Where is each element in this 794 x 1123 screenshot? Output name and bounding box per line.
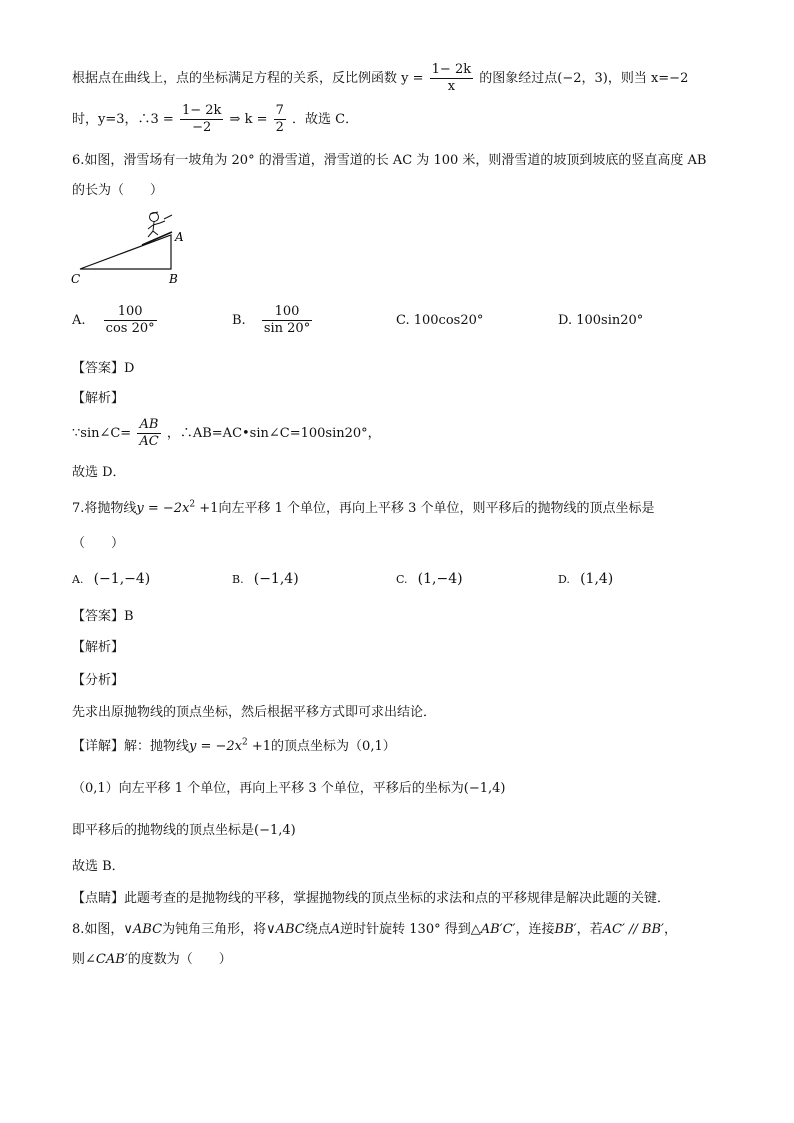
option-value: (1,−4): [417, 571, 463, 587]
q6-stem-line-1: 6.如图，滑雪场有一坡角为 20° 的滑雪道，滑雪道的长 AC 为 100 米，则滑雪道的坡顶到坡底的竖直高度 AB: [72, 153, 707, 168]
q7-option-c[interactable]: [396, 571, 463, 587]
option-label: C.: [396, 573, 408, 586]
coordinate: (−1,4): [254, 823, 296, 838]
q5-text: 时，y=3，∴3 =: [72, 112, 174, 127]
fraction-denominator: x: [447, 79, 456, 94]
detail-text: 的顶点坐标为（0,1）: [271, 739, 396, 754]
q7-option-b[interactable]: [232, 571, 299, 587]
q7-stem-line-2: （ ）: [72, 536, 125, 551]
q8-stem-line-2: [72, 951, 232, 969]
label-b: B: [169, 272, 178, 286]
q6-option-a[interactable]: [72, 304, 159, 337]
option-label: B.: [232, 313, 246, 328]
q5-text: ．故选 C．: [292, 112, 359, 127]
q6-option-b[interactable]: [232, 304, 314, 337]
q7-option-d[interactable]: [558, 571, 613, 587]
fraction-numerator: 7: [275, 103, 284, 118]
fraction-denominator: 2: [275, 120, 284, 135]
fraction-numerator: 1− 2k: [431, 62, 472, 77]
q7-comment: 【点睛】此题考查的是抛物线的平移，掌握抛物线的顶点坐标的求法和点的平移规律是解决此题的关键．: [72, 891, 671, 906]
q5-line-1: [72, 62, 688, 95]
q6-analysis: 【解析】: [72, 391, 125, 406]
q7-fenxi-text: 先求出原抛物线的顶点坐标，然后根据平移方式即可求出结论．: [72, 705, 437, 720]
fraction-numerator: 100: [262, 304, 312, 321]
point-symbol: A: [330, 922, 341, 937]
stem-text: 为钝角三角形，将: [162, 922, 267, 937]
label-a: A: [175, 230, 184, 244]
fraction: [180, 103, 223, 136]
fraction-numerator: AB: [137, 417, 160, 434]
q7-conclusion: 故选 B．: [72, 859, 125, 874]
step-text: （0,1）向左平移 1 个单位，再向上平移 3 个单位，平移后的坐标为: [72, 781, 464, 796]
q6-answer: 【答案】D: [72, 361, 135, 376]
fraction: [430, 62, 473, 95]
solution-text: ，∴AB=AC•sin∠C=100sin20°，: [166, 426, 381, 441]
q5-text: 的图象经过点(−2，3)，则当 x=−2: [479, 71, 689, 86]
q8-stem-line-1: [72, 921, 677, 939]
fraction: [104, 304, 157, 337]
q7-step-3: [72, 822, 296, 840]
solution-text: ∵sin∠C=: [72, 426, 132, 441]
q6-option-d[interactable]: D. 100sin20°: [558, 313, 644, 328]
fraction-denominator: cos 20°: [105, 321, 155, 336]
stem-text: 的度数为（ ）: [127, 952, 232, 967]
stem-text: 则: [72, 952, 86, 967]
fraction: [137, 417, 160, 450]
q6-figure: [68, 205, 188, 287]
stem-text: 向左平移 1 个单位，再向上平移 3 个单位，则平移后的抛物线的顶点坐标是: [218, 501, 655, 516]
q7-analysis: 【解析】: [72, 640, 125, 655]
exponent: 2: [189, 499, 196, 510]
fraction-numerator: 1− 2k: [181, 103, 222, 118]
equation: +1: [247, 739, 272, 754]
parallel-expression: AC′ // BB′: [602, 922, 664, 937]
q6-stem-line-2: 的长为（ ）: [72, 183, 164, 198]
triangle-symbol: ∨ABC: [123, 922, 163, 937]
q6-conclusion: 故选 D．: [72, 465, 126, 480]
option-label: A.: [72, 313, 86, 328]
option-label: D.: [558, 573, 570, 586]
stem-text: 逆时针旋转 130° 得到: [340, 922, 471, 937]
fraction: [262, 304, 312, 337]
q7-stem-line-1: [72, 500, 655, 518]
q5-text: 根据点在曲线上，点的坐标满足方程的关系，反比例函数 y =: [72, 71, 424, 86]
stem-text: ，若: [576, 922, 603, 937]
q6-option-c[interactable]: C. 100cos20°: [396, 313, 484, 328]
option-label: A.: [72, 573, 84, 586]
stem-text: 7.将抛物线: [72, 501, 137, 516]
fraction: [274, 103, 286, 136]
option-label: B.: [232, 573, 244, 586]
stem-text: ，连接: [515, 922, 555, 937]
fraction-denominator: −2: [192, 120, 212, 135]
option-value: (−1,4): [253, 571, 299, 587]
q5-text: ⇒ k =: [229, 112, 268, 127]
q7-answer: 【答案】B: [72, 609, 134, 624]
option-value: (−1,−4): [93, 571, 151, 587]
label-c: C: [71, 272, 81, 286]
equation: y = −2x: [136, 501, 190, 516]
triangle-symbol: △AB′C′: [470, 922, 516, 937]
coordinate: (−1,4): [463, 781, 506, 796]
option-value: (1,4): [580, 571, 614, 587]
fraction-denominator: AC: [139, 434, 159, 449]
equation: +1: [195, 501, 219, 516]
q7-option-a[interactable]: [72, 571, 150, 587]
stem-text: 绕点: [304, 922, 331, 937]
detail-text: 【详解】解：抛物线: [72, 739, 190, 754]
q5-line-2: [72, 103, 358, 136]
q7-step-2: [72, 780, 505, 798]
angle-symbol: ∠CAB′: [85, 952, 128, 967]
step-text: 即平移后的抛物线的顶点坐标是: [72, 823, 255, 838]
fraction-denominator: sin 20°: [263, 321, 311, 336]
equation: y = −2x: [189, 739, 243, 754]
q7-detail: [72, 738, 396, 756]
stem-text: 8.如图，: [72, 922, 124, 937]
fraction-numerator: 100: [104, 304, 157, 321]
segment-symbol: BB′: [554, 922, 577, 937]
q7-fenxi-heading: 【分析】: [72, 673, 125, 688]
q6-solution: [72, 417, 381, 450]
exponent: 2: [242, 737, 248, 748]
slope-triangle: [80, 235, 171, 269]
triangle-symbol: ∨ABC: [266, 922, 305, 937]
stem-text: ，: [663, 922, 677, 937]
